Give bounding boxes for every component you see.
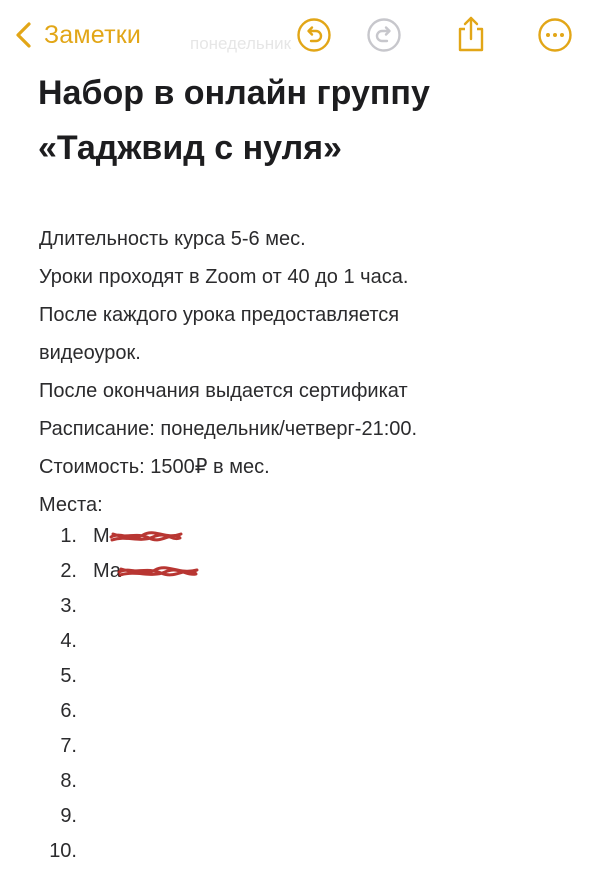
more-button[interactable] [537, 17, 573, 53]
course-duration: Длительность курса 5-6 мес. [39, 228, 306, 250]
undo-icon [296, 17, 332, 53]
video-lesson-line-1: После каждого урока предоставляется [39, 304, 400, 326]
list-name: М [93, 525, 110, 547]
list-item [39, 799, 339, 834]
list-item [39, 694, 339, 729]
video-lesson-line-2: видеоурок. [39, 342, 141, 364]
list-item [39, 589, 339, 624]
note-body[interactable] [39, 220, 584, 524]
undo-button[interactable] [296, 17, 332, 53]
share-button[interactable] [452, 14, 490, 54]
list-item [39, 624, 339, 659]
schedule-info: Расписание: понедельник/четверг-21:00. [39, 418, 418, 440]
list-item [39, 764, 339, 799]
spots-heading: Места: [39, 494, 103, 516]
list-number: 2. [60, 560, 77, 582]
list-item [39, 554, 339, 589]
list-number: 9. [60, 805, 77, 827]
share-icon [452, 14, 490, 54]
redo-button[interactable] [366, 17, 402, 53]
toolbar [0, 0, 600, 70]
price-info: Стоимость: 1500₽ в мес. [39, 456, 270, 478]
lesson-info: Уроки проходят в Zoom от 40 до 1 часа. [39, 266, 409, 288]
list-item [39, 729, 339, 764]
list-number: 5. [60, 665, 77, 687]
list-item [39, 834, 339, 869]
more-icon [537, 17, 573, 53]
note-title[interactable] [38, 66, 578, 176]
spots-list[interactable] [39, 519, 339, 869]
certificate-info: После окончания выдается сертификат [39, 380, 408, 402]
list-number: 4. [60, 630, 77, 652]
back-chevron-icon [12, 20, 36, 50]
list-number: 7. [60, 735, 77, 757]
back-label: Заметки [44, 20, 142, 49]
background-ghost-text: понедельник [190, 34, 292, 53]
redaction-scribble [109, 528, 183, 546]
note-title-line-2: «Таджвид с нуля» [38, 129, 342, 167]
list-number: 1. [60, 525, 77, 547]
list-number: 8. [60, 770, 77, 792]
note-title-line-1: Набор в онлайн группу [38, 74, 430, 112]
redo-icon [366, 17, 402, 53]
list-item [39, 519, 339, 554]
list-name: Ма [93, 560, 122, 582]
list-number: 10. [49, 840, 77, 862]
list-item [39, 659, 339, 694]
back-button[interactable] [12, 18, 141, 52]
list-number: 3. [60, 595, 77, 617]
redaction-scribble [117, 563, 199, 581]
list-number: 6. [60, 700, 77, 722]
